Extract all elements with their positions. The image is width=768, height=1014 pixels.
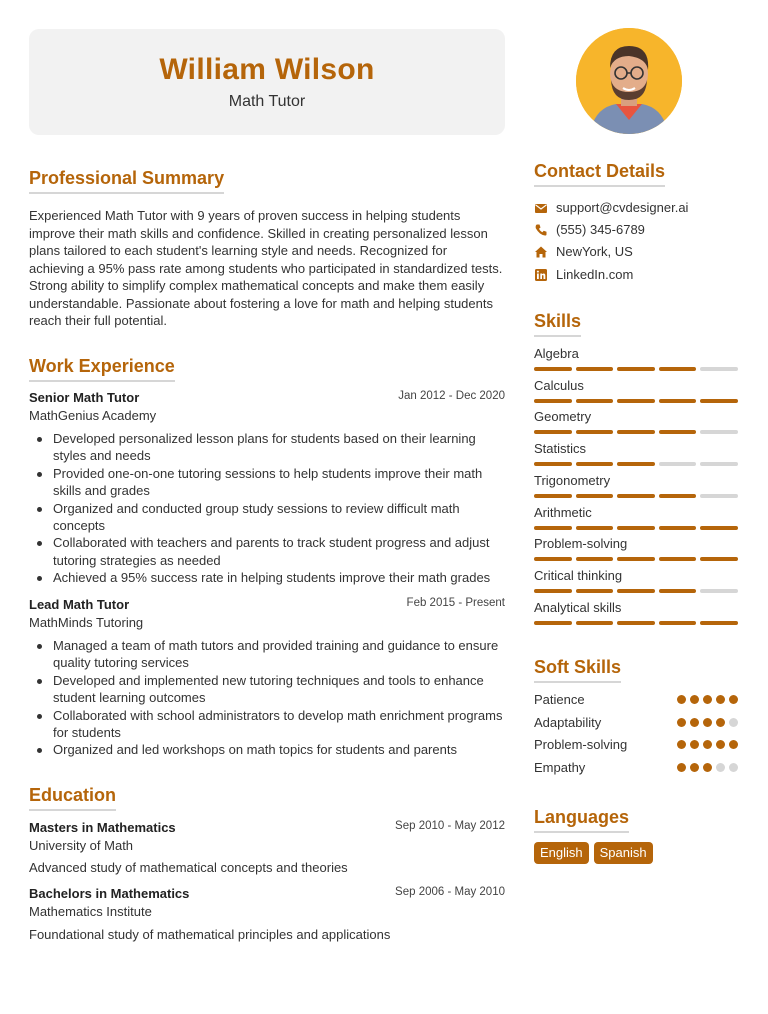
degree-description: Foundational study of mathematical principles and applications (29, 927, 391, 942)
soft-skill-rating (677, 763, 738, 772)
rating-dot (677, 695, 686, 704)
skill-level-bar (534, 367, 738, 372)
soft-skill-rating (677, 740, 738, 749)
skill-level-bar (534, 589, 738, 594)
rating-dot (690, 718, 699, 727)
skill-level-segment (659, 399, 697, 403)
job-bullet: Collaborated with teachers and parents to track student progress and adjust tutoring strategies as needed (29, 534, 505, 569)
skill-level-bar (534, 462, 738, 467)
rating-dot (703, 740, 712, 749)
job-title: Lead Math Tutor (29, 597, 130, 612)
school-name: Mathematics Institute (29, 904, 152, 919)
languages-heading: Languages (534, 807, 629, 833)
skill-level-segment (700, 494, 738, 498)
job-bullet: Developed personalized lesson plans for students based on their learning styles and needs (29, 430, 505, 465)
rating-dot (703, 695, 712, 704)
job-bullets (29, 430, 505, 587)
skill-level-segment (659, 494, 697, 498)
skill-level-segment (700, 621, 738, 625)
envelope-icon (534, 201, 548, 215)
rating-dot (716, 718, 725, 727)
rating-dot (703, 763, 712, 772)
education-heading: Education (29, 785, 116, 811)
skill-level-segment (534, 589, 572, 593)
skill-level-bar (534, 430, 738, 435)
language-tag: Spanish (594, 842, 653, 864)
job-bullet: Collaborated with school administrators to develop math enrichment programs for students (29, 707, 505, 742)
soft-skill-name: Patience (534, 692, 585, 707)
skill-level-segment (617, 462, 655, 466)
contact-heading: Contact Details (534, 161, 665, 187)
skill-level-segment (534, 430, 572, 434)
job-bullets (29, 637, 505, 759)
skill-name: Statistics (534, 441, 587, 457)
linkedin-icon (534, 268, 548, 282)
rating-dot (677, 718, 686, 727)
soft-skill-row (534, 692, 738, 707)
skill-level-segment (659, 621, 697, 625)
skill-level-bar (534, 526, 738, 531)
contact-phone[interactable] (534, 222, 645, 237)
language-tags (534, 842, 653, 864)
work-heading: Work Experience (29, 356, 175, 382)
skill-name: Calculus (534, 377, 584, 393)
rating-dot (716, 695, 725, 704)
skill-level-segment (700, 367, 738, 371)
skill-level-segment (534, 462, 572, 466)
skill-level-segment (659, 589, 697, 593)
soft-skill-row (534, 715, 738, 730)
contact-location (534, 244, 633, 259)
soft-skills-heading: Soft Skills (534, 657, 621, 683)
skill-name: Algebra (534, 346, 579, 361)
email-text: support@cvdesigner.ai (556, 200, 689, 215)
avatar-photo-icon (576, 28, 682, 134)
skill-level-segment (576, 526, 614, 530)
rating-dot (729, 718, 738, 727)
skill-level-segment (617, 367, 655, 371)
summary-heading: Professional Summary (29, 168, 224, 194)
skill-name: Geometry (534, 409, 592, 425)
rating-dot (690, 763, 699, 772)
skill-level-segment (576, 589, 614, 593)
skill-level-segment (534, 557, 572, 561)
location-text: NewYork, US (556, 244, 633, 259)
rating-dot (729, 763, 738, 772)
skill-level-segment (700, 526, 738, 530)
soft-skill-name: Empathy (534, 759, 586, 775)
job-bullet: Organized and conducted group study sessions to review difficult math concepts (29, 500, 505, 535)
skill-level-segment (576, 430, 614, 434)
skill-level-segment (700, 589, 738, 593)
skill-level-segment (534, 621, 572, 625)
rating-dot (677, 740, 686, 749)
skill-name: Critical thinking (534, 567, 623, 583)
skill-level-segment (700, 430, 738, 434)
job-bullet: Organized and led workshops on math topics for students and parents (29, 741, 505, 758)
summary-text: Experienced Math Tutor with 9 years of proven success in helping students improve their math skills and confidence. Skilled in creating personalized lesson plans tailored to each student's learning style and needs. Recognized for achieving a 95% pass rate among students who participated in standardized tests. Strong ability to simplify complex mathematical concepts and make them easily understandable. Passionate about fostering a love for math and helping students reach their full potential. (29, 208, 503, 328)
soft-skill-rating (677, 695, 738, 704)
rating-dot (690, 695, 699, 704)
skill-level-segment (534, 367, 572, 371)
soft-skill-name: Adaptability (534, 714, 602, 730)
skill-level-segment (617, 399, 655, 403)
job-bullet: Provided one-on-one tutoring sessions to help students improve their math skills and grades (29, 465, 505, 500)
linkedin-text: LinkedIn.com (556, 267, 634, 282)
degree-date: Sep 2006 - May 2010 (395, 886, 505, 898)
rating-dot (716, 740, 725, 749)
soft-skill-rating (677, 718, 738, 727)
contact-email[interactable] (534, 200, 688, 215)
skill-level-segment (659, 367, 697, 371)
skill-level-segment (617, 494, 655, 498)
rating-dot (690, 740, 699, 749)
skill-name: Analytical skills (534, 599, 622, 615)
skill-level-segment (576, 557, 614, 561)
skill-level-segment (576, 494, 614, 498)
degree-date: Sep 2010 - May 2012 (395, 820, 505, 832)
skill-level-segment (617, 557, 655, 561)
rating-dot (729, 740, 738, 749)
rating-dot (703, 718, 712, 727)
skill-level-segment (700, 399, 738, 403)
skill-level-segment (700, 462, 738, 466)
soft-skill-name: Problem-solving (534, 737, 628, 753)
candidate-name: William Wilson (159, 53, 375, 86)
phone-text: (555) 345-6789 (556, 222, 645, 237)
skill-level-segment (659, 557, 697, 561)
skill-level-segment (576, 367, 614, 371)
rating-dot (716, 763, 725, 772)
rating-dot (729, 695, 738, 704)
skill-level-segment (534, 526, 572, 530)
skill-level-segment (659, 526, 697, 530)
skill-level-segment (700, 557, 738, 561)
skill-level-segment (576, 399, 614, 403)
avatar (576, 28, 682, 134)
phone-icon (534, 223, 548, 237)
degree-title: Masters in Mathematics (29, 820, 176, 835)
skill-level-segment (534, 399, 572, 403)
skill-level-bar (534, 494, 738, 499)
language-tag: English (534, 842, 589, 864)
skill-level-segment (617, 430, 655, 434)
skill-level-bar (534, 621, 738, 626)
degree-title: Bachelors in Mathematics (29, 886, 190, 901)
skill-level-segment (617, 526, 655, 530)
skill-level-segment (576, 462, 614, 466)
school-name: University of Math (29, 838, 134, 853)
skill-name: Problem-solving (534, 536, 628, 552)
skill-name: Trigonometry (534, 472, 611, 488)
skill-level-segment (534, 494, 572, 498)
skill-level-segment (659, 462, 697, 466)
skill-level-segment (617, 621, 655, 625)
candidate-role: Math Tutor (228, 93, 306, 110)
skills-heading: Skills (534, 311, 581, 337)
skill-level-segment (617, 589, 655, 593)
job-organization: MathMinds Tutoring (29, 615, 144, 630)
job-date: Feb 2015 - Present (406, 597, 505, 609)
skill-level-segment (576, 621, 614, 625)
soft-skill-row (534, 737, 738, 752)
skill-level-bar (534, 557, 738, 562)
job-bullet: Achieved a 95% success rate in helping students improve their math grades (29, 569, 505, 586)
soft-skill-row (534, 760, 738, 775)
job-date: Jan 2012 - Dec 2020 (398, 390, 505, 402)
skill-level-bar (534, 399, 738, 404)
rating-dot (677, 763, 686, 772)
home-icon (534, 245, 548, 259)
job-title: Senior Math Tutor (29, 390, 140, 405)
contact-linkedin[interactable] (534, 267, 633, 282)
job-bullet: Developed and implemented new tutoring techniques and tools to enhance student learning outcomes (29, 672, 505, 707)
skill-level-segment (659, 430, 697, 434)
header-box (29, 29, 505, 135)
degree-description: Advanced study of mathematical concepts and theories (29, 860, 348, 875)
job-bullet: Managed a team of math tutors and provided training and guidance to ensure quality tutoring services (29, 637, 505, 672)
job-organization: MathGenius Academy (29, 408, 157, 423)
skill-name: Arithmetic (534, 504, 592, 520)
